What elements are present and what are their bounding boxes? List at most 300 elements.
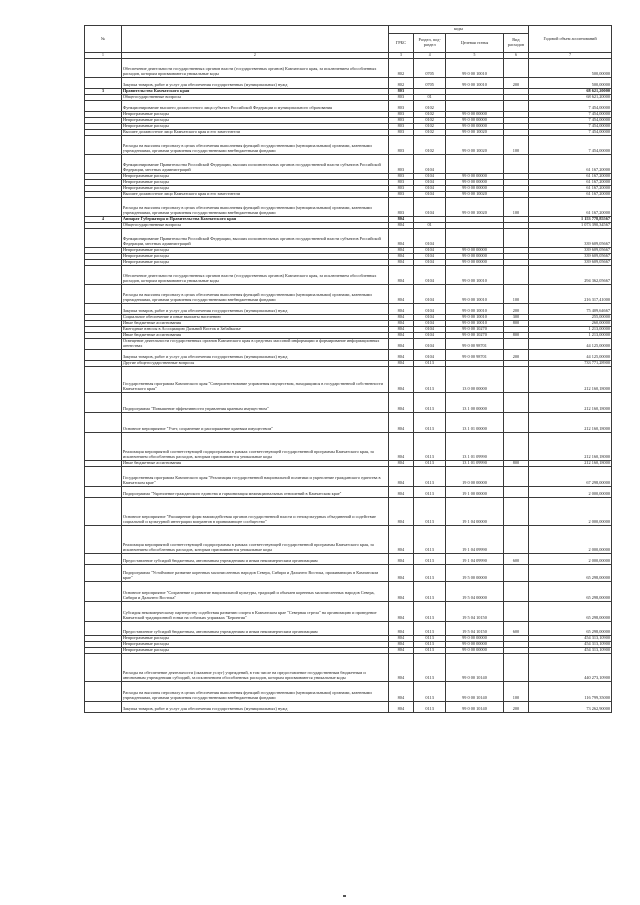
cell-csr: 99 0 00 10140 [446,701,504,712]
cell-num: 4 [85,216,122,222]
cell-name: Закупка товаров, работ и услуг для обеспечения государственных (муниципальных) нужд [121,701,388,712]
index-cell: 7 [529,53,612,59]
header-codes-group: коды [388,26,528,34]
cell-name: Субсидия некоммерческому партнерству содействия развитию спорта в Камчатском крае "Северная стрела" на организацию и проведение Камчатской традиционной гонки на собачьих упряжках "Берингия" [121,601,388,621]
cell-name: Общегосударственные вопросы [121,94,388,100]
cell-grbs: 803 [388,191,413,197]
cell-grbs: 804 [388,681,413,701]
cell-razdel: 0104 [414,265,446,284]
cell-num [85,349,122,360]
table-row [85,701,612,712]
cell-csr: 99 0 00 10010 [446,77,504,88]
cell-sum: 75 409,64667 [529,303,612,314]
cell-sum: 7 454,00000 [529,117,612,123]
table-row [85,653,612,681]
cell-vr: 100 [503,135,528,154]
cell-csr: 99 0 00 10270 [446,332,504,338]
cell-sum: 44 125,00000 [529,349,612,360]
cell-name: Основное мероприятие "Расширение форм взаимодействия органов государственной власти и этнокультурных объединений и содействие социальной и культурной интеграции мигрантов в принимающее сообщество" [121,497,388,525]
cell-name: Непрограммные расходы [121,253,388,259]
cell-num [85,284,122,303]
cell-sum: 339 609,05667 [529,228,612,247]
cell-name: Непрограммные расходы [121,123,388,129]
cell-razdel: 0104 [414,154,446,173]
cell-grbs: 804 [388,228,413,247]
cell-razdel: 0104 [414,314,446,320]
cell-sum: 61 167,20000 [529,185,612,191]
cell-name: Расходы на выплаты персоналу в целях обеспечения выполнения функций государственными (муниципальными) органами, казенными учреждениями, органами управления государственными внебюджетными фондами [121,681,388,701]
cell-vr: 800 [503,460,528,466]
cell-grbs: 804 [388,525,413,553]
cell-vr: 600 [503,553,528,564]
cell-name: Непрограммные расходы [121,641,388,647]
cell-grbs: 804 [388,466,413,486]
cell-name: Реализация мероприятий соответствующей подпрограммы в рамках соответствующей государственной программы Камчатского края, за исключением обособленных расходов, которым присваиваются уникальные коды [121,432,388,460]
cell-sum: 1 213,00000 [529,326,612,332]
cell-num [85,466,122,486]
cell-grbs: 804 [388,460,413,466]
cell-name: Подпрограмма "Укрепление гражданского единства и гармонизация межнациональных отношений в Камчатском крае" [121,486,388,497]
cell-num [85,228,122,247]
cell-csr: 13 0 00 00000 [446,366,504,392]
cell-name: Расходы на выплаты персоналу в целях обеспечения выполнения функций государственными (муниципальными) органами, казенными учреждениями, органами управления государственными внебюджетными фондами [121,135,388,154]
index-cell: 2 [121,53,388,59]
cell-sum: 2 000,00000 [529,497,612,525]
cell-grbs: 804 [388,338,413,349]
cell-razdel: 0113 [414,497,446,525]
index-cell: 5 [446,53,504,59]
cell-grbs: 803 [388,185,413,191]
cell-grbs: 804 [388,553,413,564]
cell-grbs: 804 [388,332,413,338]
cell-name: Закупка товаров, работ и услуг для обеспечения государственных (муниципальных) нужд [121,303,388,314]
cell-name: Обеспечение деятельности государственных органов власти (государственных органов) Камчатского края, за исключением обособленных расходов, которым присваиваются уникальные коды [121,58,388,77]
cell-razdel: 0705 [414,77,446,88]
cell-csr: 99 0 00 10020 [446,191,504,197]
header-name [121,26,388,53]
cell-sum: 255,00000 [529,314,612,320]
cell-grbs: 804 [388,259,413,265]
cell-sum: 212 160,18000 [529,432,612,460]
cell-name: Непрограммные расходы [121,185,388,191]
cell-num [85,338,122,349]
cell-sum: 7 454,00000 [529,100,612,111]
header-sum: Годовой объем ассигнований [529,26,612,53]
cell-sum: 61 167,20000 [529,173,612,179]
index-cell: 6 [503,53,528,59]
cell-name: Аппарат Губернатора и Правительства Камчатского края [121,216,388,222]
cell-razdel: 0104 [414,247,446,253]
cell-vr [503,653,528,681]
cell-grbs: 804 [388,366,413,392]
cell-vr [503,466,528,486]
cell-grbs: 804 [388,647,413,653]
cell-csr [446,100,504,111]
cell-razdel: 0102 [414,123,446,129]
cell-grbs: 803 [388,173,413,179]
cell-vr [503,100,528,111]
cell-razdel: 0104 [414,228,446,247]
cell-name: Основное мероприятие "Сохранение и развитие национальной культуры, традиций и обычаев коренных малочисленных народов Севера, Сибири и Дальнего Востока" [121,581,388,601]
cell-sum: 339 609,05667 [529,253,612,259]
cell-razdel: 0104 [414,332,446,338]
header-vr: Вид расходов [503,34,528,53]
cell-vr [503,412,528,432]
cell-vr: 600 [503,621,528,635]
cell-num [85,581,122,601]
cell-grbs: 804 [388,222,413,228]
cell-csr: 99 0 00 10010 [446,284,504,303]
cell-name: Подпрограмма "Устойчивое развитие коренных малочисленных народов Севера, Сибири и Дальнего Востока, проживающих в Камчатском крае" [121,564,388,581]
cell-csr: 99 0 00 10020 [446,197,504,216]
cell-name: Непрограммные расходы [121,111,388,117]
cell-grbs: 804 [388,581,413,601]
table-row [85,432,612,460]
table-row [85,284,612,303]
cell-csr: 99 0 00 10140 [446,653,504,681]
cell-sum: 454 313,10900 [529,635,612,641]
budget-table-body [85,26,612,713]
table-row [85,338,612,349]
cell-sum: 260,00000 [529,320,612,326]
cell-csr: 13 1 00 00000 [446,392,504,412]
table-row [85,553,612,564]
cell-grbs: 803 [388,123,413,129]
table-row [85,564,612,581]
cell-csr: 99 0 00 10010 [446,303,504,314]
cell-num [85,601,122,621]
cell-name: Социальное обеспечение и иные выплаты населению [121,314,388,320]
cell-csr: 99 0 00 00000 [446,117,504,123]
cell-num [85,154,122,173]
cell-num [85,701,122,712]
cell-name: Основное мероприятие "Учет, сохранение и распоряжение краевым имуществом" [121,412,388,432]
cell-csr: 19 0 00 00000 [446,466,504,486]
cell-grbs: 804 [388,247,413,253]
cell-grbs: 804 [388,349,413,360]
cell-name: Закупка товаров, работ и услуг для обеспечения государственных (муниципальных) нужд [121,77,388,88]
cell-razdel: 0113 [414,486,446,497]
cell-num [85,432,122,460]
cell-sum: 7 454,00000 [529,111,612,117]
cell-razdel: 0113 [414,581,446,601]
cell-vr [503,497,528,525]
table-row [85,154,612,173]
cell-csr: 99 0 00 10010 [446,58,504,77]
cell-sum: 212 160,18000 [529,412,612,432]
page-footer-mark [343,895,346,897]
cell-vr: 100 [503,284,528,303]
cell-grbs: 804 [388,253,413,259]
cell-vr [503,525,528,553]
cell-grbs: 804 [388,601,413,621]
cell-razdel: 0104 [414,338,446,349]
cell-csr: 19 5 00 00000 [446,564,504,581]
cell-grbs: 803 [388,197,413,216]
cell-csr: 19 5 04 00000 [446,581,504,601]
cell-grbs: 804 [388,621,413,635]
cell-sum: 440 273,10900 [529,653,612,681]
cell-sum: 65 298,00000 [529,564,612,581]
table-row [85,412,612,432]
cell-grbs: 804 [388,392,413,412]
cell-name: Подпрограмма "Повышение эффективности управления краевым имуществом" [121,392,388,412]
table-row [85,77,612,88]
cell-grbs: 803 [388,111,413,117]
cell-vr [503,564,528,581]
cell-grbs: 803 [388,129,413,135]
cell-grbs: 804 [388,564,413,581]
cell-grbs: 803 [388,100,413,111]
cell-vr [503,58,528,77]
cell-sum: 2 000,00000 [529,486,612,497]
cell-razdel: 0104 [414,326,446,332]
header-grbs: ГРБС [388,34,413,53]
cell-sum: 216 317,41000 [529,284,612,303]
cell-grbs: 804 [388,320,413,326]
cell-csr: 99 0 00 00000 [446,111,504,117]
cell-razdel: 0104 [414,179,446,185]
cell-name: Правительство Камчатского края [121,88,388,94]
cell-name: Предоставление субсидий бюджетным, автономным учреждениям и иным некоммерческим организациям [121,553,388,564]
cell-sum: 65 298,00000 [529,581,612,601]
cell-sum: 7 454,00000 [529,123,612,129]
cell-razdel: 0113 [414,641,446,647]
cell-sum: 294 362,05667 [529,265,612,284]
cell-name: Непрограммные расходы [121,117,388,123]
cell-sum: 44 125,00000 [529,338,612,349]
cell-sum: 61 167,20000 [529,179,612,185]
cell-sum: 500,00000 [529,77,612,88]
index-cell: 4 [414,53,446,59]
cell-sum: 733 771,28900 [529,360,612,366]
cell-sum: 68 621,20000 [529,88,612,94]
cell-name: Функционирование Правительства Российской Федерации, высших исполнительных органов государственной власти субъектов Российской Федерации, местных администраций [121,228,388,247]
cell-num [85,564,122,581]
cell-razdel: 0113 [414,466,446,486]
cell-sum: 1 153 778,85567 [529,216,612,222]
cell-sum: 65 298,00000 [529,621,612,635]
cell-name: Непрограммные расходы [121,635,388,641]
cell-sum: 500,00000 [529,58,612,77]
cell-name: Непрограммные расходы [121,173,388,179]
cell-csr [446,154,504,173]
cell-name: Освещение деятельности государственных органов Камчатского края в средствах массовой информации и формирование информационных агентствах [121,338,388,349]
cell-num [85,392,122,412]
cell-razdel: 0113 [414,460,446,466]
cell-vr: 200 [503,701,528,712]
cell-grbs: 804 [388,653,413,681]
cell-name: Закупка товаров, работ и услуг для обеспечения государственных (муниципальных) нужд [121,349,388,360]
cell-razdel: 01 [414,94,446,100]
cell-name: Непрограммные расходы [121,259,388,265]
cell-csr: 99 0 00 10010 [446,265,504,284]
cell-num [85,135,122,154]
cell-vr: 200 [503,77,528,88]
cell-razdel: 0104 [414,349,446,360]
cell-grbs: 804 [388,432,413,460]
cell-csr: 99 0 00 00000 [446,635,504,641]
cell-name: Высшее должностное лицо Камчатского края и его заместители [121,191,388,197]
cell-num [85,366,122,392]
cell-sum: 61 167,20000 [529,197,612,216]
cell-name: Функционирование высшего должностного лица субъекта Российской Федерации и муниципального образования [121,100,388,111]
table-row [85,525,612,553]
table-row [85,581,612,601]
cell-razdel: 0113 [414,647,446,653]
cell-sum: 7 454,00000 [529,129,612,135]
cell-razdel: 0104 [414,173,446,179]
cell-csr: 13 1 01 09990 [446,460,504,466]
cell-num [85,197,122,216]
cell-razdel: 0113 [414,525,446,553]
header-csr: Целевая статья [446,34,504,53]
cell-csr: 19 1 00 00000 [446,486,504,497]
table-row [85,392,612,412]
cell-vr: 100 [503,681,528,701]
cell-grbs: 804 [388,412,413,432]
cell-grbs: 804 [388,303,413,314]
cell-csr: 19 5 04 10150 [446,621,504,635]
cell-num [85,553,122,564]
cell-name: Ежегодные взносы в Ассоциацию Дальний Восток и Забайкалье [121,326,388,332]
cell-sum: 65 298,00000 [529,601,612,621]
cell-razdel: 0113 [414,432,446,460]
cell-razdel: 0113 [414,360,446,366]
cell-grbs: 804 [388,635,413,641]
cell-csr: 99 0 00 98701 [446,338,504,349]
cell-sum: 339 609,05667 [529,247,612,253]
cell-razdel: 0113 [414,564,446,581]
cell-sum: 212 160,18000 [529,392,612,412]
cell-csr: 13 1 01 00000 [446,412,504,432]
table-row [85,197,612,216]
table-row [85,601,612,621]
cell-num [85,265,122,284]
table-row [85,466,612,486]
cell-num: 3 [85,88,122,94]
cell-vr [503,432,528,460]
cell-csr: 99 0 00 00000 [446,173,504,179]
cell-sum: 1 213,00000 [529,332,612,338]
cell-razdel: 0113 [414,412,446,432]
cell-razdel: 0113 [414,366,446,392]
cell-grbs: 804 [388,265,413,284]
cell-vr [503,486,528,497]
cell-sum: 7 454,00000 [529,135,612,154]
cell-grbs: 803 [388,94,413,100]
cell-razdel: 0113 [414,553,446,564]
cell-name: Расходы на обеспечение деятельности (оказание услуг) учреждений, в том числе на предоставление государственным бюджетным и автономным учреждениям субсидий, за исключением обособленных расходов, которым присваиваются уникальные коды [121,653,388,681]
cell-name: Иные бюджетные ассигнования [121,460,388,466]
cell-name: Государственная программа Камчатского края "Совершенствование управления имуществом, находящимся в государственной собственности Камчатского края" [121,366,388,392]
cell-name: Предоставление субсидий бюджетным, автономным учреждениям и иным некоммерческим организациям [121,621,388,635]
cell-name: Непрограммные расходы [121,179,388,185]
table-row [85,265,612,284]
table-row [85,135,612,154]
index-cell: 3 [388,53,413,59]
budget-table [84,25,612,713]
cell-name: Реализация мероприятий соответствующей подпрограммы в рамках соответствующей государственной программы Камчатского края, за исключением обособленных расходов, которым присваиваются уникальные коды [121,525,388,553]
cell-razdel: 0113 [414,392,446,412]
cell-csr: 99 0 00 00000 [446,247,504,253]
cell-name: Непрограммные расходы [121,647,388,653]
cell-razdel: 0104 [414,253,446,259]
cell-name: Высшее должностное лицо Камчатского края и его заместители [121,129,388,135]
cell-sum: 2 000,00000 [529,553,612,564]
cell-csr: 99 0 00 10270 [446,326,504,332]
cell-csr: 99 0 00 10140 [446,681,504,701]
cell-sum: 61 167,20000 [529,154,612,173]
cell-grbs: 804 [388,360,413,366]
cell-sum: 2 000,00000 [529,525,612,553]
cell-grbs: 804 [388,641,413,647]
cell-csr: 99 0 00 00000 [446,641,504,647]
cell-vr [503,265,528,284]
cell-razdel: 0113 [414,601,446,621]
cell-num [85,486,122,497]
index-cell: 1 [85,53,122,59]
table-row [85,228,612,247]
cell-csr: 99 0 00 10020 [446,135,504,154]
table-row [85,366,612,392]
table-row [85,621,612,635]
table-row [85,100,612,111]
table-row [85,497,612,525]
cell-grbs: 804 [388,326,413,332]
cell-razdel: 0104 [414,197,446,216]
cell-grbs: 804 [388,284,413,303]
cell-csr: 19 1 04 00000 [446,497,504,525]
cell-csr: 19 5 04 10150 [446,601,504,621]
cell-csr: 99 0 00 98701 [446,349,504,360]
cell-razdel: 0113 [414,621,446,635]
cell-csr [446,228,504,247]
cell-vr: 100 [503,197,528,216]
table-row [85,681,612,701]
cell-vr [503,338,528,349]
cell-sum: 212 160,18000 [529,366,612,392]
cell-num [85,77,122,88]
cell-grbs: 803 [388,117,413,123]
table-row [85,486,612,497]
cell-num [85,653,122,681]
cell-vr [503,366,528,392]
cell-vr: 200 [503,349,528,360]
cell-csr: 99 0 00 00000 [446,123,504,129]
cell-name: Другие общегосударственные вопросы [121,360,388,366]
cell-vr: 200 [503,303,528,314]
cell-name: Непрограммные расходы [121,247,388,253]
cell-sum: 68 621,20000 [529,94,612,100]
cell-num [85,681,122,701]
cell-vr [503,392,528,412]
cell-csr: 13 1 01 09990 [446,432,504,460]
cell-vr: 300 [503,314,528,320]
cell-grbs: 804 [388,486,413,497]
cell-grbs: 803 [388,135,413,154]
cell-razdel: 0102 [414,117,446,123]
cell-name: Иные бюджетные ассигнования [121,332,388,338]
cell-name: Расходы на выплаты персоналу в целях обеспечения выполнения функций государственными (муниципальными) органами, казенными учреждениями, органами управления государственными внебюджетными фондами [121,197,388,216]
header-razdel: Раздел, под-раздел [414,34,446,53]
cell-num [85,412,122,432]
cell-razdel: 0705 [414,58,446,77]
cell-sum: 73 262,90000 [529,701,612,712]
cell-sum: 116 799,35000 [529,681,612,701]
header-num: № [85,26,122,53]
cell-vr [503,581,528,601]
